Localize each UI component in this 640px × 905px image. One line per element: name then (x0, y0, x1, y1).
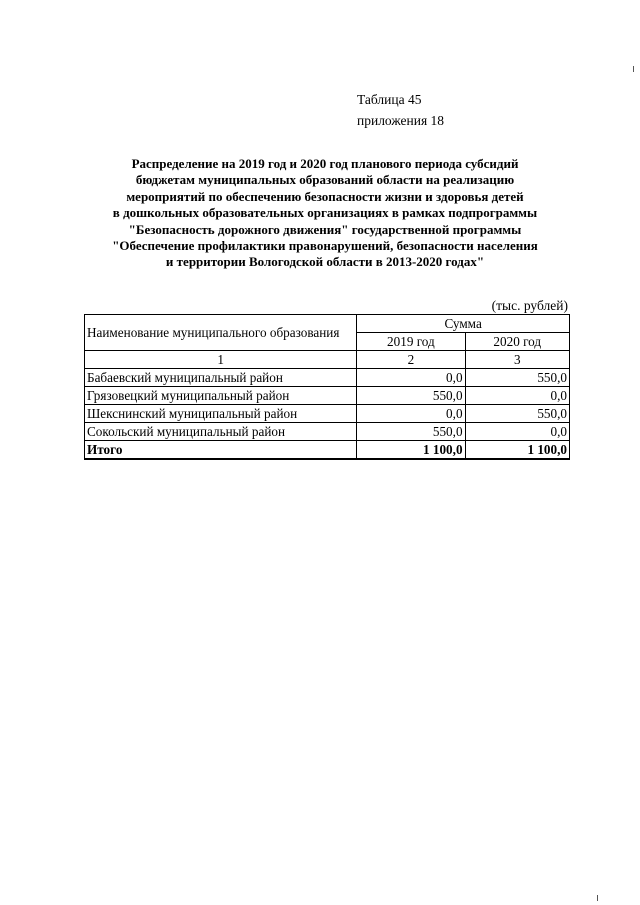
table-row (85, 423, 570, 441)
amount-2019: 550,0 (357, 387, 465, 405)
title-line: и территории Вологодской области в 2013-2020 годах" (165, 254, 485, 270)
total-2019: 1 100,0 (357, 441, 465, 460)
appendix-number-label: приложения 18 (357, 113, 445, 128)
total-label: Итого (85, 441, 357, 460)
header-sum: Сумма (357, 315, 570, 333)
title-line: Распределение на 2019 год и 2020 год планового периода субсидий (131, 156, 519, 171)
header-year-2019: 2019 год (357, 333, 465, 351)
table-total-row (85, 441, 570, 460)
table-column-numbers-row (85, 351, 570, 369)
title-line: в дошкольных образовательных организациях в рамках подпрограммы (112, 205, 538, 221)
title-line: "Безопасность дорожного движения" государственной программы (128, 221, 522, 237)
table-row (85, 405, 570, 423)
title-line: мероприятий по обеспечению безопасности жизни и здоровья детей (126, 188, 524, 204)
amount-2020: 0,0 (465, 423, 569, 441)
amount-2020: 550,0 (465, 405, 569, 423)
municipality-name: Сокольский муниципальный район (85, 423, 357, 441)
table-row (85, 369, 570, 387)
municipality-name: Бабаевский муниципальный район (85, 369, 357, 387)
amount-2019: 550,0 (357, 423, 465, 441)
header-year-2020: 2020 год (465, 333, 569, 351)
table-number-label: Таблица 45 (357, 92, 422, 107)
total-2020: 1 100,0 (465, 441, 569, 460)
scan-edge-mark (597, 895, 598, 901)
column-number: 1 (85, 351, 357, 369)
scan-edge-mark (633, 66, 634, 72)
table-header-row (85, 315, 570, 333)
document-title (80, 156, 570, 271)
header-municipality: Наименование муниципального образования (85, 315, 357, 351)
title-line: бюджетам муниципальных образований области на реализацию (135, 172, 515, 188)
subsidy-table (84, 314, 570, 460)
title-line: "Обеспечение профилактики правонарушений, безопасности населения (112, 238, 538, 254)
municipality-name: Шекснинский муниципальный район (85, 405, 357, 423)
table-row (85, 387, 570, 405)
amount-2020: 550,0 (465, 369, 569, 387)
amount-2019: 0,0 (357, 405, 465, 423)
column-number: 2 (357, 351, 465, 369)
amount-2020: 0,0 (465, 387, 569, 405)
amount-2019: 0,0 (357, 369, 465, 387)
municipality-name: Грязовецкий муниципальный район (85, 387, 357, 405)
units-label: (тыс. рублей) (491, 298, 568, 313)
appendix-reference (357, 89, 444, 131)
column-number: 3 (465, 351, 569, 369)
